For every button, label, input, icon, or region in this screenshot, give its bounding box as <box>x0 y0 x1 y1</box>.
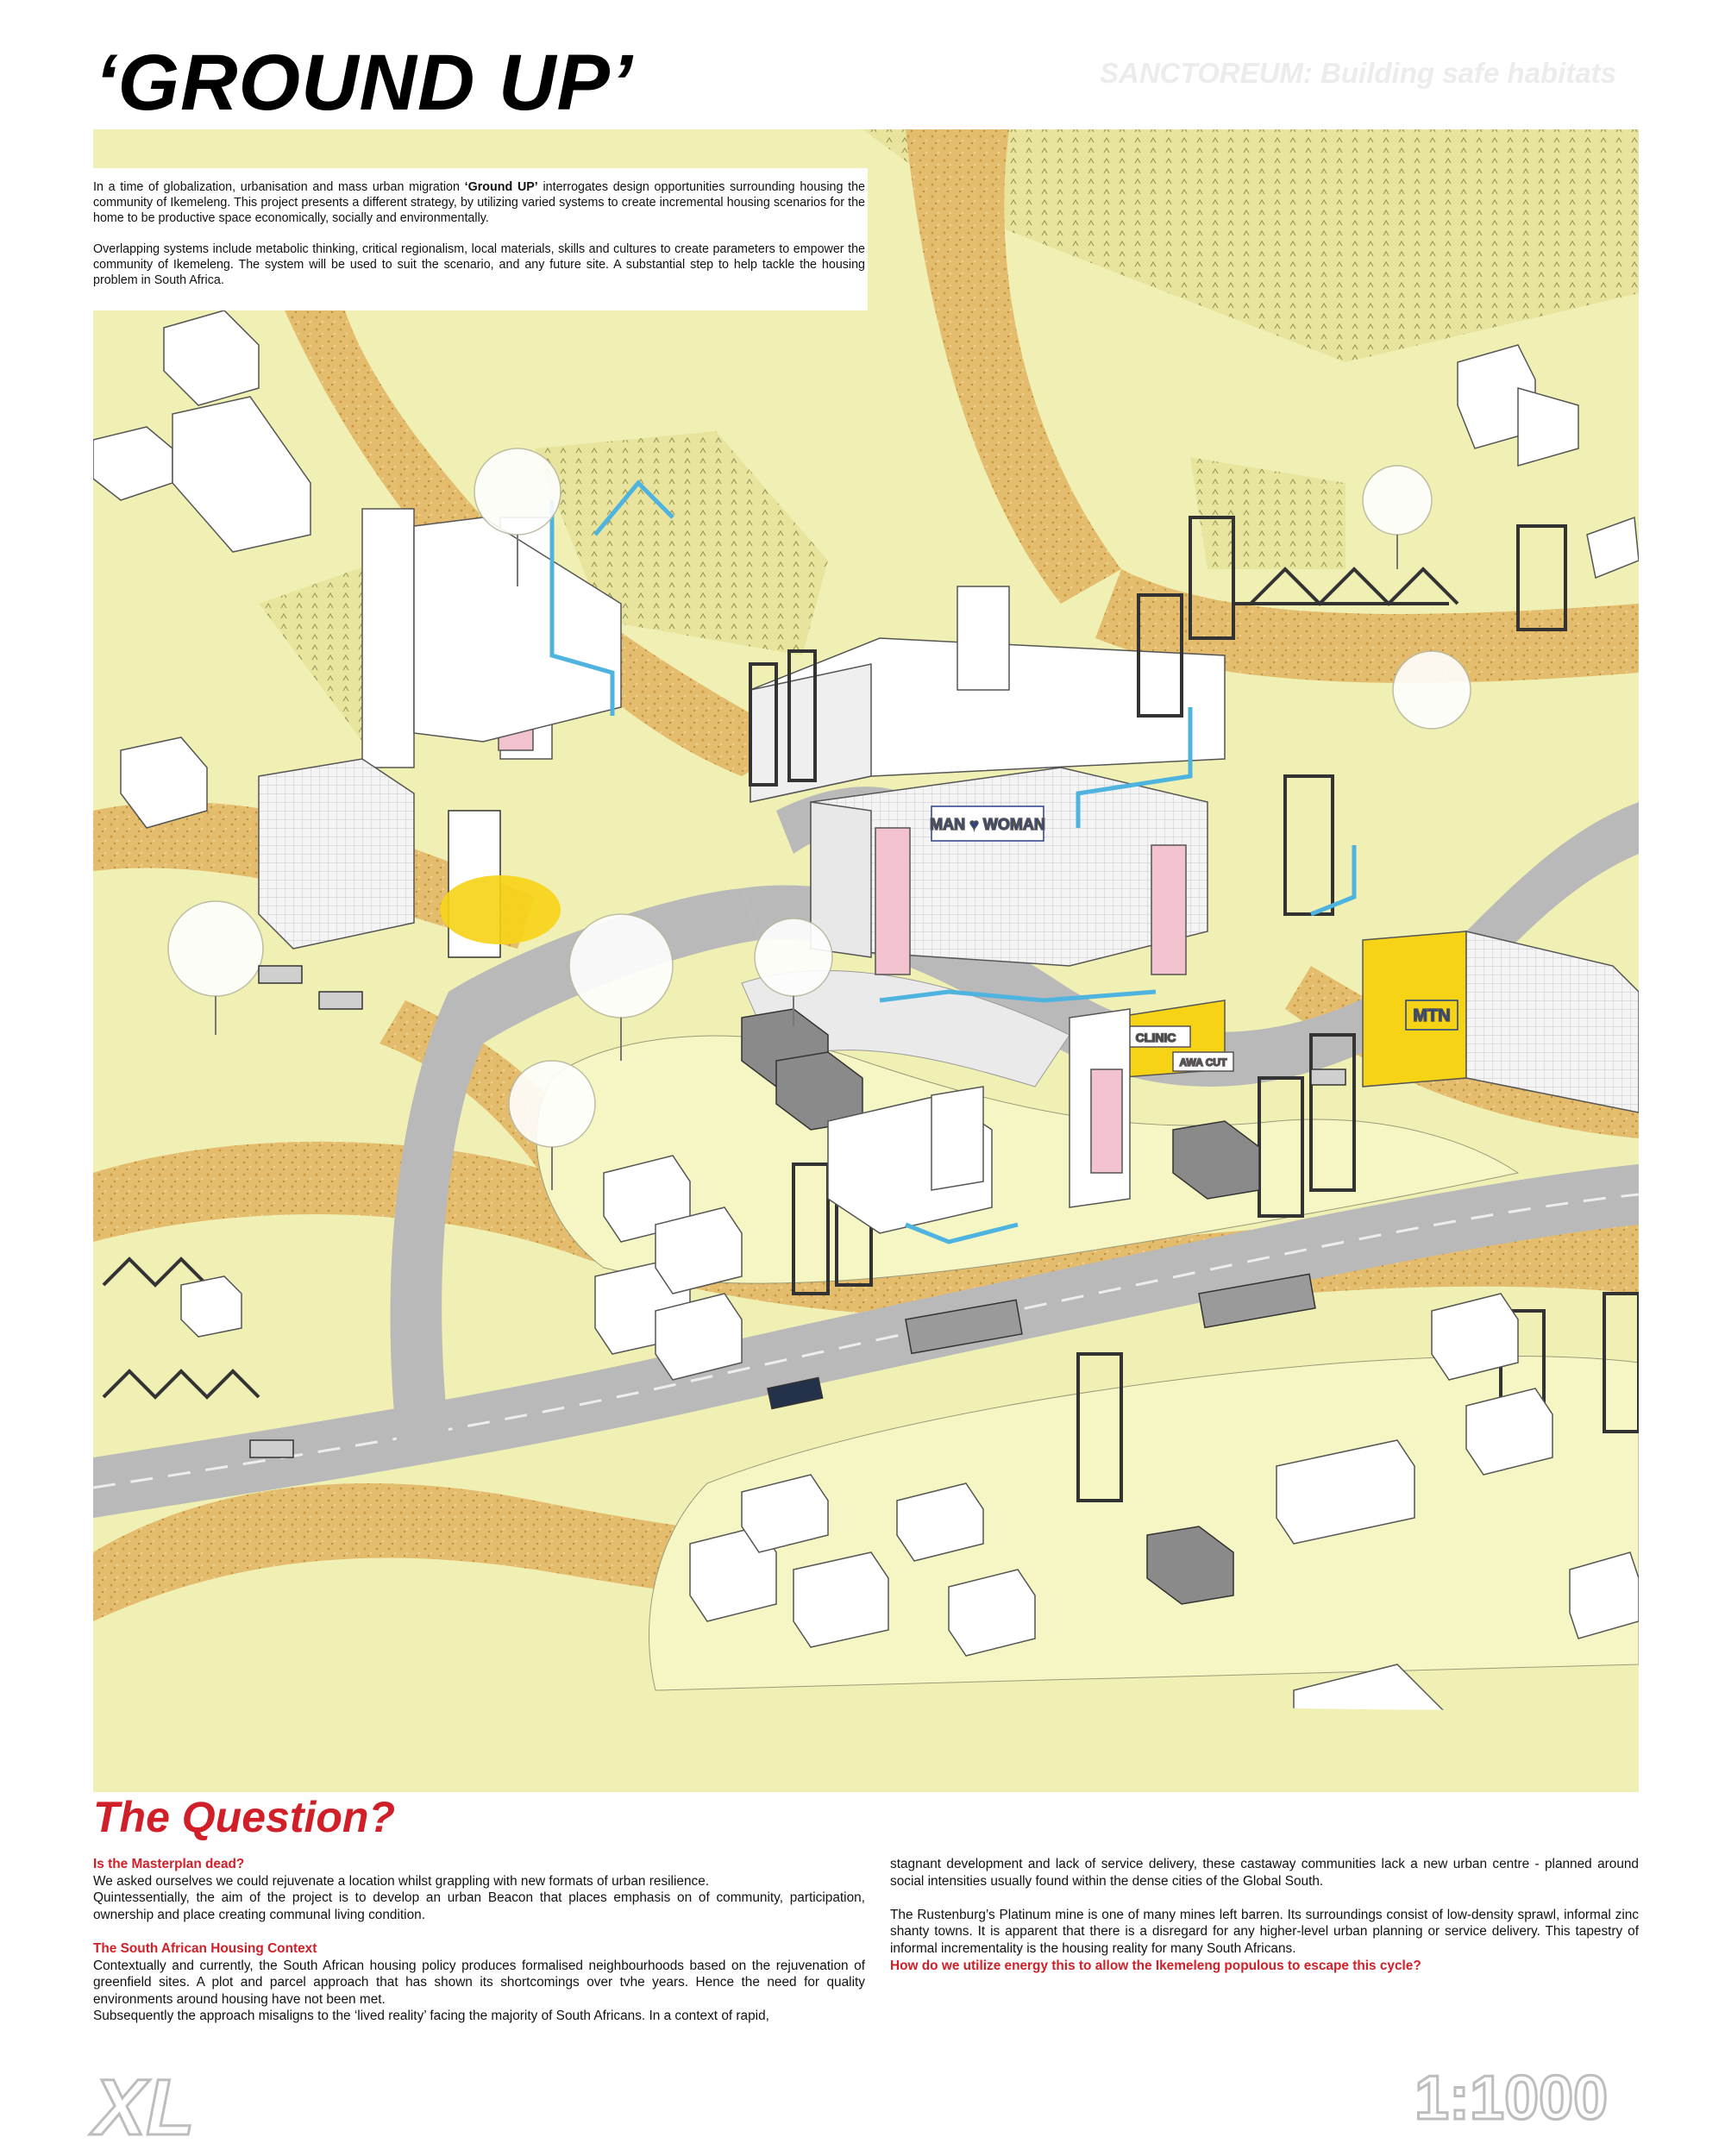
intro-p2: Overlapping systems include metabolic thinking, critical regionalism, local materials, skills and cultures to create parameters to empower the community of Ikemeleng. The system will be used to suit the scenario, and any future site. A substantial step to help tackle the housing problem in South Africa. <box>93 242 865 287</box>
closing-question: How do we utilize energy this to allow the Ikemeleng populous to escape this cycle? <box>890 1958 1421 1973</box>
clinic-sign: CLINIC <box>1135 1031 1176 1044</box>
paragraph: Quintessentially, the aim of the project is to develop an urban Beacon that places emphasis on of community, participation, ownership and place creating communal living condition. <box>93 1890 865 1922</box>
page-title: ‘GROUND UP’ <box>95 39 634 127</box>
intro-p1-before: In a time of globalization, urbanisation and mass urban migration <box>93 180 465 194</box>
text-column-right <box>890 1856 1639 1974</box>
man-woman-sign: MAN ♥ WOMAN <box>930 816 1045 833</box>
paragraph: stagnant development and lack of service delivery, these castaway communities lack a new urban centre - planned around social intensities usually found within the dense cities of the Global South. <box>890 1857 1639 1889</box>
section-heading: Is the Masterplan dead? <box>93 1857 245 1871</box>
paragraph: The Rustenburg’s Platinum mine is one of many mines left barren. Its surroundings consist of low-density sprawl, informal zinc shanty towns. It is apparent that there is a disregard for any higher-level urban planning or service delivery. This tapestry of informal incrementality is the housing reality for many South Africans. <box>890 1907 1639 1956</box>
paragraph: Subsequently the approach misaligns to the ‘lived reality’ facing the majority of South Africans. In a context of rapid, <box>93 2009 769 2024</box>
intro-p1-bold: ‘Ground UP’ <box>464 180 538 194</box>
masterplan-illustration <box>93 129 1639 1792</box>
mtn-sign: MTN <box>1413 1006 1451 1025</box>
scale-size-label: XL <box>93 2064 195 2152</box>
salon-sign: AWA CUT <box>1179 1056 1227 1069</box>
paragraph: Contextually and currently, the South African housing policy produces formalised neighbourhoods based on the rejuvenation of greenfield sites. A plot and parcel approach that has shown its shortcomings over tvhe years. Hence the need for quality environments around housing have not been met. <box>93 1958 865 2007</box>
intro-text <box>93 179 865 304</box>
intro-p1-after: interrogates design opportunities surrounding housing the community of Ikemeleng. This project presents a different strategy, by utilizing varied systems to create incremental housing scenarios for the home to be productive space economically, socially and environmentally. <box>93 180 865 225</box>
section-heading: The South African Housing Context <box>93 1940 317 1956</box>
series-title: SANCTOREUM: Building safe habitats <box>1100 57 1616 89</box>
text-column-left <box>93 1856 865 2025</box>
question-title: The Question? <box>93 1793 395 1841</box>
scale-ratio-label: 1:1000 <box>1414 2064 1609 2133</box>
paragraph: We asked ourselves we could rejuvenate a location whilst grappling with new formats of urban resilience. <box>93 1873 710 1889</box>
